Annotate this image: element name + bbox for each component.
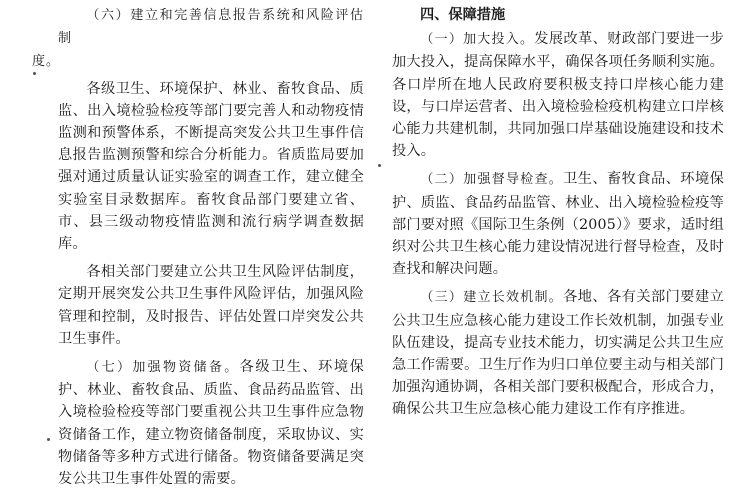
paragraph-6-heading: [32, 4, 364, 74]
scan-speck: [47, 438, 50, 441]
measure-2-lead: （二）加强督导检查。: [420, 172, 564, 188]
measure-2: [392, 168, 724, 280]
measure-1-body: 发展改革、财政部门要进一步加大投入，提高保障水平，确保各项任务顺利实施。各口岸所在地人民政府要积极支持口岸核心能力建设，与口岸运营者、出入境检验检疫机构建立口岸核心能力共建机制，共同加强口岸基础设施建设和技术投入。: [392, 31, 724, 160]
scan-speck: [33, 72, 36, 75]
paragraph-6-lead-tail: 度。: [32, 54, 61, 70]
paragraph-6-body-2: 各相关部门要建立公共卫生风险评估制度，定期开展突发公共卫生事件风险评估，加强风险管理和控制，及时报告、评估处置口岸突发公共卫生事件。: [58, 264, 364, 347]
paragraph-7-lead: （七）加强物资储备。: [86, 360, 240, 376]
measure-1-lead: （一）加大投入。: [420, 32, 535, 48]
right-column: [392, 4, 724, 421]
paragraph-7-body: 各级卫生、环境保护、林业、畜牧食品、质监、食品药品监管、出入境检验检疫等部门要重视公共卫生事件应急物资储备工作，建立物资储备制度，采取协议、实物储备等多种方式进行储备。物资储备要满足突发公共卫生事件处置的需要。: [58, 359, 364, 488]
measure-3-lead: （三）建立长效机制。: [420, 290, 564, 306]
measure-3: [392, 286, 724, 420]
measure-1: [392, 28, 724, 162]
paragraph-7: [58, 356, 364, 490]
paragraph-6-body-1: 各级卫生、环境保护、林业、畜牧食品、质监、出入境检验检疫等部门要完善人和动物疫情监测和预警体系，不断提高突发公共卫生事件信息报告监测预警和综合分析能力。省质监局要加强对通过质量认证实验室的调查工作，建立健全实验室目录数据库。畜牧食品部门要建立省、市、县三级动物疫情监测和流行病学调查数据库。: [58, 80, 364, 253]
paragraph-6-lead: （六）建立和完善信息报告系统和风险评估制: [58, 8, 364, 47]
section-title: 四、保障措施: [420, 7, 506, 23]
left-column: [32, 4, 364, 490]
measure-2-body: 卫生、畜牧食品、环境保护、质监、食品药品监管、林业、出入境检验检疫等部门要对照《国际卫生条例（2005）》要求，适时组织对公共卫生核心能力建设情况进行督导检查，及时查找和解决问题。: [392, 171, 724, 278]
scan-speck: [378, 164, 381, 167]
measure-3-body: 各地、各有关部门要建立公共卫生应急核心能力建设工作长效机制，加强专业队伍建设，提高专业技术能力，切实满足公共卫生应急工作需要。卫生厅作为归口单位要主动与相关部门加强沟通协调，各相关部门要积极配合，形成合力，确保公共卫生应急核心能力建设工作有序推进。: [392, 289, 724, 418]
